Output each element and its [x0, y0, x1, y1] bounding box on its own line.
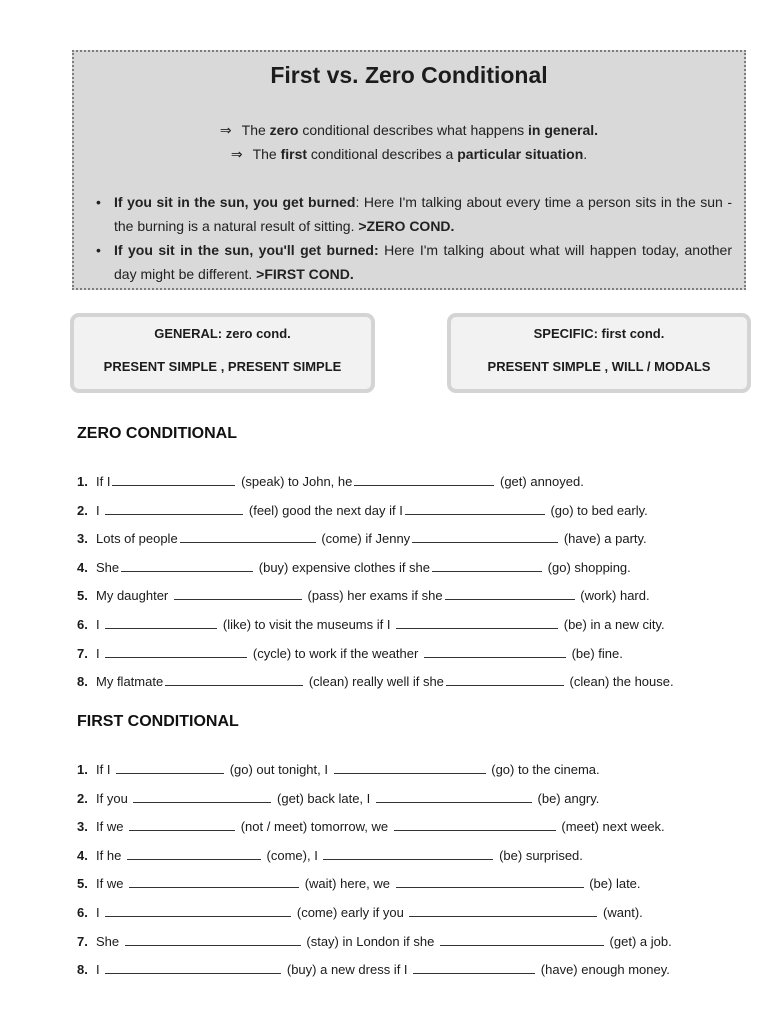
- general-rule-tenses: PRESENT SIMPLE , PRESENT SIMPLE: [103, 359, 342, 374]
- text: .: [583, 146, 588, 162]
- text: (wait) here, we: [304, 876, 390, 892]
- text: (clean) really well if she: [308, 674, 444, 690]
- answer-blank[interactable]: [354, 472, 494, 486]
- text: (have) enough money.: [540, 962, 670, 978]
- answer-blank[interactable]: [405, 501, 545, 515]
- answer-blank[interactable]: [133, 789, 271, 803]
- answer-blank[interactable]: [413, 960, 535, 974]
- text: If we: [96, 819, 124, 835]
- exercise-item: [77, 644, 737, 673]
- text: (like) to visit the museums if I: [222, 616, 391, 632]
- exercise-item: [77, 932, 737, 961]
- text: If we: [96, 876, 124, 892]
- zero-exercise-list: [77, 472, 737, 701]
- text: (be) late.: [589, 876, 641, 892]
- text: She: [96, 933, 120, 949]
- text: If you sit in the sun, you get burned: [114, 194, 356, 210]
- item-number: 3.: [77, 531, 88, 547]
- answer-blank[interactable]: [105, 615, 217, 629]
- specific-rule-title: SPECIFIC: first cond.: [533, 326, 665, 341]
- general-rule-box: [70, 313, 375, 393]
- exercise-item: [77, 672, 737, 701]
- text: (not / meet) tomorrow, we: [240, 819, 389, 835]
- bullet-icon: •: [96, 194, 101, 210]
- exercise-item: [77, 586, 737, 615]
- item-number: 5.: [77, 588, 88, 604]
- specific-rule-box: [447, 313, 751, 393]
- answer-blank[interactable]: [129, 874, 299, 888]
- exercise-item: [77, 874, 737, 903]
- answer-blank[interactable]: [334, 760, 486, 774]
- item-number: 7.: [77, 933, 88, 949]
- answer-blank[interactable]: [446, 672, 564, 686]
- text: (go) to bed early.: [550, 502, 648, 518]
- text: (stay) in London if she: [306, 933, 435, 949]
- text: (work) hard.: [580, 588, 650, 604]
- text: conditional describes what happens: [298, 122, 529, 138]
- answer-blank[interactable]: [440, 932, 604, 946]
- text: particular situation: [457, 146, 584, 162]
- exercise-item: [77, 846, 737, 875]
- first-exercise-list: [77, 760, 737, 989]
- text: If you: [96, 790, 128, 806]
- first-conditional-heading: FIRST CONDITIONAL: [77, 713, 239, 730]
- item-number: 4.: [77, 559, 88, 575]
- bullet-icon: •: [96, 242, 101, 258]
- text: (go) shopping.: [547, 559, 631, 575]
- answer-blank[interactable]: [127, 846, 261, 860]
- text: Lots of people: [96, 531, 178, 547]
- text: (get) a job.: [609, 933, 672, 949]
- answer-blank[interactable]: [116, 760, 224, 774]
- text: (feel) good the next day if I: [248, 502, 403, 518]
- item-number: 2.: [77, 502, 88, 518]
- first-definition: [74, 146, 744, 163]
- text: (buy) expensive clothes if she: [258, 559, 431, 575]
- page-title: First vs. Zero Conditional: [270, 62, 548, 88]
- text: She: [96, 559, 120, 575]
- answer-blank[interactable]: [105, 501, 243, 515]
- answer-blank[interactable]: [396, 874, 584, 888]
- text: The: [252, 146, 281, 162]
- answer-blank[interactable]: [394, 817, 556, 831]
- text: (pass) her exams if she: [307, 588, 443, 604]
- text: If I: [96, 474, 111, 489]
- text: (come) early if you: [296, 904, 404, 920]
- item-number: 5.: [77, 876, 88, 892]
- text: (be) in a new city.: [563, 616, 665, 632]
- text: in general.: [528, 122, 599, 138]
- example-bullets: [96, 190, 732, 286]
- exercise-item: [77, 615, 737, 644]
- answer-blank[interactable]: [112, 472, 235, 486]
- exercise-item: [77, 817, 737, 846]
- answer-blank[interactable]: [396, 615, 558, 629]
- text: >ZERO COND.: [358, 218, 455, 234]
- item-number: 6.: [77, 616, 88, 632]
- text: I: [96, 645, 100, 661]
- text: (have) a party.: [563, 531, 647, 547]
- text: (come) if Jenny: [321, 531, 411, 547]
- item-number: 8.: [77, 674, 88, 690]
- text: I: [96, 616, 100, 632]
- text: (cycle) to work if the weather: [252, 645, 419, 661]
- text: (be) angry.: [537, 790, 600, 806]
- specific-rule-tenses: PRESENT SIMPLE , WILL / MODALS: [487, 359, 711, 374]
- answer-blank[interactable]: [174, 586, 302, 600]
- answer-blank[interactable]: [445, 586, 575, 600]
- text: If I: [96, 762, 111, 777]
- zero-conditional-heading: ZERO CONDITIONAL: [77, 425, 237, 442]
- text: (get) annoyed.: [500, 474, 584, 489]
- exercise-item: [77, 529, 737, 558]
- right-arrow-icon: ⇒: [230, 146, 243, 162]
- answer-blank[interactable]: [105, 960, 281, 974]
- bullet-zero: [96, 190, 732, 238]
- answer-blank[interactable]: [121, 558, 253, 572]
- answer-blank[interactable]: [105, 903, 291, 917]
- text: (speak) to John, he: [241, 474, 353, 489]
- text: If you sit in the sun, you'll get burned:: [114, 242, 379, 258]
- bullet-first: [96, 238, 732, 286]
- exercise-item: [77, 789, 737, 818]
- answer-blank[interactable]: [129, 817, 235, 831]
- text: If he: [96, 847, 122, 863]
- text: (buy) a new dress if I: [286, 962, 408, 978]
- exercise-item: [77, 558, 737, 587]
- exercise-item: [77, 472, 737, 501]
- text: first: [280, 146, 308, 162]
- answer-blank[interactable]: [323, 846, 493, 860]
- item-number: 1.: [77, 762, 88, 777]
- text: (go) out tonight, I: [229, 762, 328, 777]
- item-number: 4.: [77, 847, 88, 863]
- answer-blank[interactable]: [412, 529, 558, 543]
- text: I: [96, 962, 100, 978]
- text: conditional describes a: [307, 146, 458, 162]
- answer-blank[interactable]: [180, 529, 316, 543]
- text: (be) fine.: [571, 645, 623, 661]
- exercise-item: [77, 960, 737, 989]
- zero-definition: [74, 122, 744, 139]
- text: (meet) next week.: [561, 819, 665, 835]
- text: >FIRST COND.: [256, 266, 354, 282]
- text: (be) surprised.: [499, 847, 583, 863]
- text: (come), I: [266, 847, 318, 863]
- answer-blank[interactable]: [105, 644, 247, 658]
- intro-box: [72, 50, 746, 290]
- item-number: 7.: [77, 645, 88, 661]
- text: I: [96, 904, 100, 920]
- right-arrow-icon: ⇒: [219, 122, 232, 138]
- item-number: 6.: [77, 904, 88, 920]
- exercise-item: [77, 903, 737, 932]
- item-number: 2.: [77, 790, 88, 806]
- answer-blank[interactable]: [376, 789, 532, 803]
- text: My daughter: [96, 588, 169, 604]
- text: Here I'm talking about what will happen today, another day might be different.: [114, 242, 733, 282]
- exercise-item: [77, 501, 737, 530]
- item-number: 1.: [77, 474, 88, 489]
- text: The: [241, 122, 270, 138]
- text: (clean) the house.: [569, 674, 674, 690]
- exercise-item: [77, 760, 737, 789]
- text: : Here I'm talking about every time a person sits in the sun - the burning is a natural result of sitting.: [114, 194, 732, 234]
- text: My flatmate: [96, 674, 164, 690]
- text: (want).: [603, 904, 643, 920]
- text: zero: [269, 122, 299, 138]
- general-rule-title: GENERAL: zero cond.: [154, 326, 291, 341]
- text: (get) back late, I: [277, 790, 371, 806]
- text: I: [96, 502, 100, 518]
- answer-blank[interactable]: [424, 644, 566, 658]
- item-number: 8.: [77, 962, 88, 978]
- answer-blank[interactable]: [409, 903, 597, 917]
- item-number: 3.: [77, 819, 88, 835]
- answer-blank[interactable]: [125, 932, 301, 946]
- answer-blank[interactable]: [165, 672, 303, 686]
- text: (go) to the cinema.: [491, 762, 600, 777]
- answer-blank[interactable]: [432, 558, 542, 572]
